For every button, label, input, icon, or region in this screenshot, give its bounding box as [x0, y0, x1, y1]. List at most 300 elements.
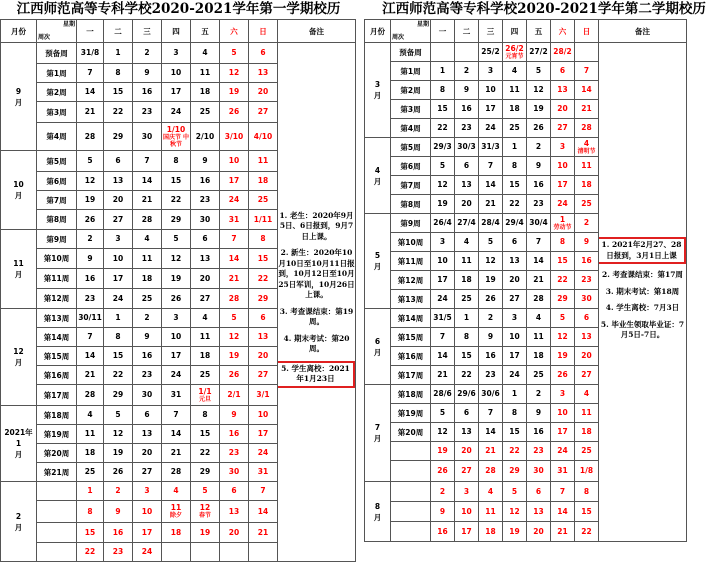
date-value: 20 [141, 448, 153, 457]
date-cell [191, 406, 220, 425]
date-value: 30 [199, 214, 211, 224]
date-value: 3 [115, 234, 121, 243]
week-label: 第5周 [391, 138, 431, 157]
date-value: 5 [511, 486, 518, 496]
date-value: 5 [439, 408, 446, 417]
holiday-label: 元旦 [198, 395, 211, 403]
day-header: 五 [527, 20, 551, 43]
date-cell [220, 385, 249, 406]
date-cell [220, 366, 249, 385]
date-value: 8 [511, 408, 518, 417]
date-cell [104, 523, 133, 543]
date-value: 12 [437, 427, 448, 436]
date-cell [133, 249, 162, 269]
date-value: 27 [557, 123, 568, 132]
date-value: 2 [535, 142, 542, 151]
date-cell [551, 442, 575, 461]
week-label: 第10周 [391, 233, 431, 252]
date-value: 3 [173, 313, 179, 322]
date-cell [162, 123, 191, 151]
date-cell [527, 404, 551, 423]
date-cell [133, 172, 162, 191]
date-value: 1 [511, 142, 518, 151]
month-label: 3 月 [365, 43, 391, 138]
date-value: 18 [509, 104, 520, 113]
month-label: 9 月 [1, 43, 37, 151]
date-cell [551, 385, 575, 404]
date-cell [431, 502, 455, 522]
date-value: 16 [228, 429, 240, 438]
date-value: 11 [533, 332, 544, 341]
date-cell [479, 347, 503, 366]
date-cell [162, 366, 191, 385]
week-header [391, 20, 431, 43]
date-value: 14 [485, 180, 496, 189]
date-cell [479, 119, 503, 138]
date-cell [104, 102, 133, 123]
date-value: 10 [557, 161, 568, 170]
date-value: 7 [173, 410, 179, 419]
date-value: 8 [559, 237, 566, 246]
date-value: 17 [557, 180, 568, 189]
week-label: 第15周 [391, 328, 431, 347]
date-cell [77, 249, 104, 269]
second-semester-calendar [364, 0, 724, 542]
week-label: 第12周 [37, 289, 77, 309]
date-value: 25 [509, 123, 520, 132]
date-cell [479, 81, 503, 100]
date-value: 14 [485, 427, 496, 436]
date-cell [77, 43, 104, 64]
date-cell [104, 43, 133, 64]
table-row [365, 43, 687, 62]
date-cell [575, 461, 599, 482]
date-value: 2 [583, 218, 590, 227]
date-value: 27 [257, 107, 269, 116]
date-value: 14 [557, 506, 568, 516]
date-cell [191, 425, 220, 444]
date-value: 21 [437, 370, 448, 379]
date-value: 26 [228, 370, 240, 379]
date-value: 1 [115, 313, 121, 322]
date-value: 4 [463, 237, 470, 246]
date-value: 27 [141, 467, 153, 476]
date-value: 16 [437, 526, 448, 536]
date-cell [575, 347, 599, 366]
date-cell [455, 522, 479, 542]
date-value: 28 [533, 294, 544, 303]
date-cell [220, 43, 249, 64]
date-cell [575, 385, 599, 404]
week-label [391, 442, 431, 461]
date-cell [527, 43, 551, 62]
date-value: 7 [487, 161, 494, 170]
date-cell [133, 123, 162, 151]
date-value: 10 [509, 332, 520, 341]
date-cell [503, 347, 527, 366]
date-cell [162, 444, 191, 463]
date-cell [77, 64, 104, 83]
week-label: 第15周 [37, 347, 77, 366]
date-cell [431, 176, 455, 195]
date-value: 4 [173, 486, 179, 495]
date-value: 30 [141, 131, 153, 141]
date-cell [77, 210, 104, 230]
date-cell [104, 309, 133, 328]
week-label: 第11周 [391, 252, 431, 271]
date-value: 3 [511, 313, 518, 322]
date-value: 3/10 [224, 131, 244, 141]
date-value: 11 [141, 253, 153, 263]
date-cell [551, 176, 575, 195]
date-cell [431, 214, 455, 233]
date-cell [575, 252, 599, 271]
date-value: 15 [437, 104, 448, 113]
date-cell [503, 482, 527, 502]
date-value: 1/8 [579, 466, 594, 475]
date-value: 27 [257, 370, 269, 379]
day-header: 四 [162, 20, 191, 43]
date-cell [551, 157, 575, 176]
date-cell [431, 385, 455, 404]
date-cell [249, 425, 278, 444]
date-cell [104, 463, 133, 482]
week-label [391, 502, 431, 522]
month-label: 8 月 [365, 482, 391, 542]
date-value: 11 [170, 503, 182, 512]
date-cell [527, 366, 551, 385]
date-value: 25 [581, 446, 592, 455]
date-value: 10 [170, 332, 182, 341]
date-cell [249, 269, 278, 289]
date-cell [104, 123, 133, 151]
date-value: 6 [202, 234, 208, 243]
date-value: 21 [485, 199, 496, 208]
date-value: 16 [141, 351, 153, 360]
date-value: 22 [509, 446, 520, 455]
date-value: 2 [144, 48, 150, 57]
week-header [37, 20, 77, 43]
week-label: 第13周 [37, 309, 77, 328]
date-cell [455, 62, 479, 81]
first-semester-calendar [0, 0, 357, 562]
date-value: 8 [439, 85, 446, 94]
date-value: 19 [228, 351, 240, 360]
date-value: 13 [257, 68, 269, 77]
date-value: 5 [559, 313, 566, 322]
date-value: 4 [202, 313, 208, 322]
date-cell [162, 102, 191, 123]
date-value: 29/6 [457, 389, 476, 398]
date-cell [249, 309, 278, 328]
date-cell [133, 309, 162, 328]
date-cell [220, 463, 249, 482]
date-value: 30 [228, 467, 240, 476]
date-value: 20 [509, 275, 520, 284]
day-header: 日 [575, 20, 599, 43]
date-cell [220, 102, 249, 123]
date-value: 26 [485, 294, 496, 303]
week-label: 预备周 [37, 43, 77, 64]
date-cell [77, 444, 104, 463]
week-label [37, 523, 77, 543]
date-cell [431, 62, 455, 81]
date-cell [133, 151, 162, 172]
holiday-label: 劳动节 [553, 223, 572, 231]
date-cell [503, 404, 527, 423]
date-cell [455, 366, 479, 385]
date-value: 10 [228, 156, 240, 165]
date-cell [479, 290, 503, 309]
date-cell [104, 482, 133, 501]
date-cell [220, 230, 249, 249]
date-cell [104, 347, 133, 366]
date-cell [191, 230, 220, 249]
date-value: 14 [228, 253, 240, 263]
date-cell [191, 210, 220, 230]
date-cell [431, 482, 455, 502]
date-value: 21 [485, 446, 496, 455]
date-cell [104, 543, 133, 562]
day-header: 一 [431, 20, 455, 43]
date-cell [104, 83, 133, 102]
date-value: 24 [557, 199, 568, 208]
date-value: 13 [581, 332, 592, 341]
date-cell [527, 62, 551, 81]
date-cell [249, 249, 278, 269]
date-value: 8 [260, 234, 266, 243]
date-value: 11 [199, 68, 211, 77]
date-value: 28/4 [481, 218, 500, 227]
date-value: 25 [461, 294, 472, 303]
date-value: 29 [170, 214, 182, 224]
month-label: 12 月 [1, 309, 37, 406]
week-label: 第11周 [37, 269, 77, 289]
date-cell [191, 102, 220, 123]
date-cell [527, 119, 551, 138]
date-value: 19 [437, 446, 448, 455]
day-header: 六 [551, 20, 575, 43]
date-cell [220, 482, 249, 501]
date-cell [133, 385, 162, 406]
date-value: 7 [487, 408, 494, 417]
date-value: 20 [461, 446, 472, 455]
date-cell [503, 309, 527, 328]
date-value: 5 [115, 410, 121, 419]
notes-header: 备注 [599, 20, 687, 43]
calendar-table [364, 19, 687, 542]
date-value: 6 [463, 408, 470, 417]
date-cell [575, 157, 599, 176]
week-label [391, 522, 431, 542]
date-cell [479, 138, 503, 157]
date-cell [455, 482, 479, 502]
date-value: 9 [202, 156, 208, 165]
date-cell [220, 406, 249, 425]
date-cell [162, 501, 191, 523]
date-cell [431, 81, 455, 100]
date-value: 18 [199, 351, 211, 360]
date-value: 10 [257, 410, 269, 419]
date-cell [479, 233, 503, 252]
date-cell [479, 366, 503, 385]
date-cell [479, 43, 503, 62]
date-cell [527, 138, 551, 157]
date-value: 12 [112, 429, 124, 438]
date-cell [551, 233, 575, 252]
date-cell [455, 157, 479, 176]
date-value: 9 [144, 332, 150, 341]
date-cell [191, 463, 220, 482]
date-cell [575, 119, 599, 138]
week-label: 第20周 [37, 444, 77, 463]
date-value: 26 [112, 467, 124, 476]
date-value: 8 [173, 156, 179, 165]
date-value: 27 [509, 294, 520, 303]
date-cell [249, 230, 278, 249]
date-cell [575, 138, 599, 157]
date-value: 18 [141, 273, 153, 283]
date-cell [162, 83, 191, 102]
date-cell [479, 309, 503, 328]
date-value: 12 [228, 332, 240, 341]
week-label: 预备周 [391, 43, 431, 62]
date-cell [431, 404, 455, 423]
date-value: 26 [84, 214, 96, 224]
note-item: 3. 考查课结束：第19周。 [279, 306, 354, 326]
week-label: 第3周 [391, 100, 431, 119]
date-value: 9 [487, 332, 494, 341]
date-cell [249, 366, 278, 385]
date-value: 22 [112, 107, 124, 116]
date-cell [503, 442, 527, 461]
date-value: 23 [141, 107, 153, 116]
date-cell [133, 289, 162, 309]
date-value: 21 [141, 195, 153, 204]
week-label: 第7周 [37, 191, 77, 210]
date-cell [503, 100, 527, 119]
date-cell [503, 119, 527, 138]
date-value: 13 [509, 256, 520, 265]
date-value: 3 [463, 486, 470, 496]
day-header: 二 [104, 20, 133, 43]
date-value: 13 [228, 506, 240, 516]
date-cell [77, 83, 104, 102]
date-value: 20 [112, 195, 124, 204]
date-value: 15 [112, 87, 124, 96]
date-cell [551, 347, 575, 366]
date-cell [249, 172, 278, 191]
date-cell [431, 366, 455, 385]
date-cell [551, 522, 575, 542]
date-cell [249, 444, 278, 463]
week-number-label: 周次 [38, 34, 51, 41]
date-cell [551, 290, 575, 309]
date-value: 12 [533, 85, 544, 94]
date-cell [162, 425, 191, 444]
date-cell [527, 271, 551, 290]
note-item: 4. 学生离校：7月3日 [605, 303, 680, 313]
date-value: 19 [199, 527, 211, 537]
date-cell [104, 151, 133, 172]
date-cell [503, 423, 527, 442]
day-header: 三 [479, 20, 503, 43]
date-cell [431, 328, 455, 347]
date-value: 6 [511, 237, 518, 246]
date-cell [220, 347, 249, 366]
date-value: 22 [112, 370, 124, 379]
date-cell [104, 230, 133, 249]
date-cell [575, 233, 599, 252]
date-cell [431, 309, 455, 328]
date-cell [162, 406, 191, 425]
date-cell [503, 214, 527, 233]
holiday-label: 清明节 [577, 147, 596, 155]
date-value: 28 [141, 214, 153, 224]
date-cell [104, 269, 133, 289]
week-label: 第20周 [391, 423, 431, 442]
date-value: 16 [533, 180, 544, 189]
date-value: 28/2 [553, 47, 572, 56]
week-label: 第17周 [37, 385, 77, 406]
date-value: 16 [485, 351, 496, 360]
date-value: 13 [461, 180, 472, 189]
date-value: 25 [533, 370, 544, 379]
date-value: 8 [583, 486, 590, 496]
date-cell [133, 523, 162, 543]
date-cell [455, 176, 479, 195]
date-cell [503, 62, 527, 81]
date-cell [431, 119, 455, 138]
date-cell [479, 328, 503, 347]
date-value: 7 [87, 332, 93, 341]
date-value: 6 [583, 313, 590, 322]
date-value: 19 [228, 87, 240, 96]
date-value: 22 [509, 199, 520, 208]
date-value: 29 [509, 466, 520, 475]
holiday-label: 除夕 [169, 512, 182, 519]
date-value: 4 [583, 389, 590, 398]
date-cell [133, 444, 162, 463]
date-value: 16 [84, 273, 96, 283]
date-value: 24 [170, 107, 182, 116]
date-value: 19 [509, 526, 520, 536]
date-cell [220, 444, 249, 463]
day-header: 三 [133, 20, 162, 43]
date-cell [479, 423, 503, 442]
date-cell [431, 522, 455, 542]
date-value: 25 [199, 107, 211, 116]
date-value: 10 [557, 408, 568, 417]
month-header: 月份 [1, 20, 37, 43]
date-value: 12 [199, 503, 211, 512]
date-value: 20 [257, 351, 269, 360]
week-label: 第19周 [391, 404, 431, 423]
date-value: 13 [199, 253, 211, 263]
date-value: 15 [257, 253, 269, 263]
date-value: 9 [144, 68, 150, 77]
date-cell [431, 423, 455, 442]
note-item: 1. 老生：2020年9月5日、6日报到，9月7日上课。 [279, 210, 354, 241]
date-cell [455, 100, 479, 119]
month-label: 2021年 1 月 [1, 406, 37, 482]
date-value: 23 [141, 370, 153, 379]
date-cell [575, 404, 599, 423]
date-value: 7 [439, 332, 446, 341]
date-cell [455, 404, 479, 423]
date-value: 27/4 [457, 218, 476, 227]
date-cell [431, 347, 455, 366]
